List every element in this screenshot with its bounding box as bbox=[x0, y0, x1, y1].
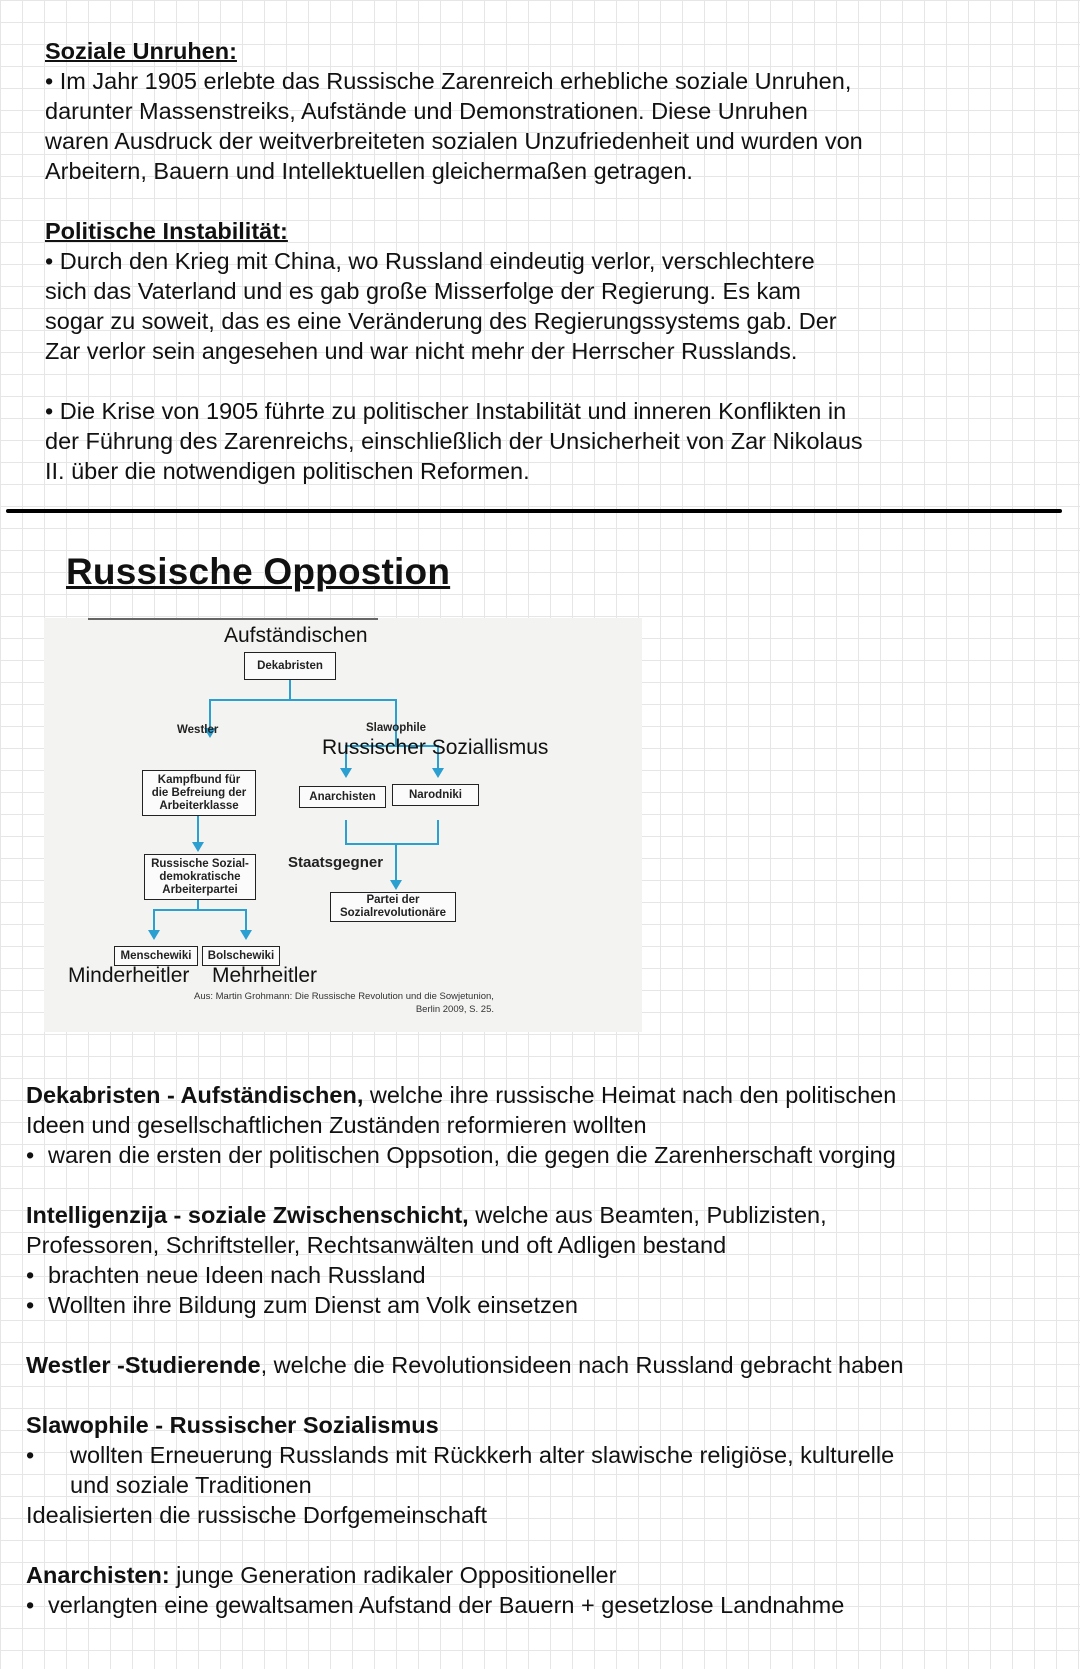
section-divider bbox=[6, 509, 1062, 513]
diagram-source-citation: Aus: Martin Grohmann: Die Russische Revolution und die Sowjetunion, Berlin 2009, S. 25. bbox=[194, 991, 494, 1015]
notes-top bbox=[45, 36, 1005, 486]
annotation-aufstaendischen: Aufständischen bbox=[224, 624, 368, 647]
heading-politische-instabilitaet: Politische Instabilität: bbox=[45, 218, 288, 244]
text-line: • Durch den Krieg mit China, wo Russland eindeutig verlor, verschlechtere bbox=[45, 248, 815, 274]
bullet-item: • waren die ersten der politischen Oppsotion, die gegen die Zarenherschaft vorging bbox=[26, 1142, 896, 1168]
node-dekabristen: Dekabristen bbox=[244, 652, 336, 680]
title-russische-opposition: Russische Oppostion bbox=[66, 551, 451, 592]
node-narodniki: Narodniki bbox=[392, 784, 479, 806]
text-line: sogar zu soweit, das es eine Veränderung des Regierungssystems gab. Der bbox=[45, 308, 837, 334]
def-slawophile: Slawophile - Russischer Sozialismus • wollten Erneuerung Russlands mit Rückkerh alter slawische religiöse, kulturelle und soziale Traditionen Idealisierten die russische Dorfgemeinschaft bbox=[26, 1410, 1066, 1530]
text-line: II. über die notwendigen politischen Reformen. bbox=[45, 458, 530, 484]
bullet-item: • verlangten eine gewaltsamen Aufstand der Bauern + gesetzlose Landnahme bbox=[26, 1592, 845, 1618]
text-line: • Die Krise von 1905 führte zu politischer Instabilität und inneren Konflikten in bbox=[45, 398, 847, 424]
node-anarchisten: Anarchisten bbox=[299, 786, 386, 808]
def-anarchisten: Anarchisten: junge Generation radikaler Oppositioneller • verlangten eine gewaltsamen Aufstand der Bauern + gesetzlose Landnahme bbox=[26, 1560, 1066, 1620]
node-sozialrevolutionaere: Partei der Sozialrevolutionäre bbox=[330, 892, 456, 922]
definitions bbox=[26, 1080, 1066, 1620]
text-line: Zar verlor sein angesehen und war nicht mehr der Herrscher Russlands. bbox=[45, 338, 798, 364]
node-rsdap: Russische Sozial- demokratische Arbeiterpartei bbox=[144, 854, 256, 900]
text-line: darunter Massenstreiks, Aufstände und Demonstrationen. Diese Unruhen bbox=[45, 98, 808, 124]
def-dekabristen: Dekabristen - Aufständischen, welche ihre russische Heimat nach den politischen Ideen und gesellschaftlichen Zuständen reformieren wollten • waren die ersten der politischen Oppsotion, die gegen die Zarenherschaft vorging bbox=[26, 1080, 1066, 1170]
opposition-diagram bbox=[44, 618, 642, 1032]
node-menschewiki: Menschewiki bbox=[114, 946, 198, 966]
def-westler: Westler -Studierende, welche die Revolutionsideen nach Russland gebracht haben bbox=[26, 1352, 904, 1378]
text-line: sich das Vaterland und es gab große Misserfolge der Regierung. Es kam bbox=[45, 278, 801, 304]
node-kampfbund: Kampfbund für die Befreiung der Arbeiterklasse bbox=[142, 770, 256, 816]
text-line: • Im Jahr 1905 erlebte das Russische Zarenreich erhebliche soziale Unruhen, bbox=[45, 68, 852, 94]
annotation-mehrheitler: Mehrheitler bbox=[212, 964, 318, 987]
bullet-item: • brachten neue Ideen nach Russland bbox=[26, 1262, 426, 1288]
text-line: waren Ausdruck der weitverbreiteten sozialen Unzufriedenheit und wurden von bbox=[45, 128, 863, 154]
annotation-staatsgegner: Staatsgegner bbox=[288, 854, 384, 871]
label-slawophile: Slawophile bbox=[366, 722, 427, 734]
label-westler: Westler bbox=[177, 724, 219, 736]
annotation-minderheitler: Minderheitler bbox=[68, 964, 190, 987]
annotation-russischer-soziallismus: Russischer Soziallismus bbox=[322, 736, 549, 759]
def-intelligenzija: Intelligenzija - soziale Zwischenschicht, welche aus Beamten, Publizisten, Professoren, Schriftsteller, Rechtsanwälten und oft Adligen bestand • brachten neue Ideen nach Russland • Wollten ihre Bildung zum Dienst am Volk einsetzen bbox=[26, 1200, 1066, 1320]
heading-soziale-unruhen: Soziale Unruhen: bbox=[45, 38, 237, 64]
bullet-item: • wollten Erneuerung Russlands mit Rückkerh alter slawische religiöse, kulturelle bbox=[26, 1442, 895, 1468]
bullet-item: • Wollten ihre Bildung zum Dienst am Volk einsetzen bbox=[26, 1292, 578, 1318]
text-line: der Führung des Zarenreichs, einschließlich der Unsicherheit von Zar Nikolaus bbox=[45, 428, 863, 454]
text-line: Arbeitern, Bauern und Intellektuellen gleichermaßen getragen. bbox=[45, 158, 693, 184]
node-bolschewiki: Bolschewiki bbox=[202, 946, 280, 966]
